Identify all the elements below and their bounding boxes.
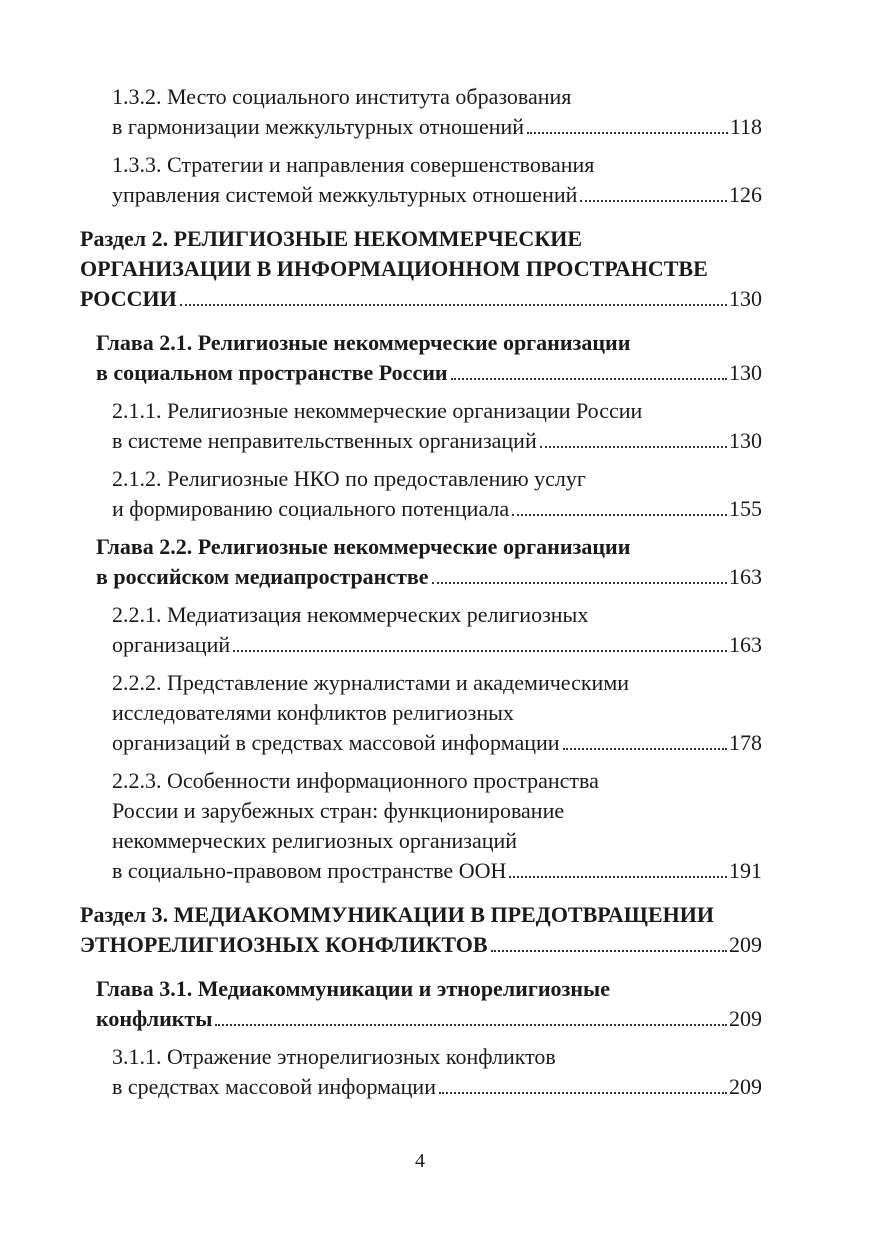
- toc-page-number: 130: [729, 360, 762, 385]
- dot-leader: [432, 582, 727, 584]
- toc-entry-line: 3.1.1. Отражение этнорелигиозных конфликтов: [112, 1044, 556, 1069]
- toc-page-number: 130: [729, 286, 762, 311]
- toc-entry-line: 1.3.2. Место социального института образования: [112, 84, 572, 109]
- toc-section-3: [80, 900, 762, 960]
- toc-page-number: 209: [729, 932, 762, 957]
- page-number: 4: [415, 1150, 425, 1172]
- toc-entry-line: 1.3.3. Стратегии и направления совершенствования: [112, 152, 595, 177]
- dot-leader: [540, 446, 727, 448]
- toc-entry-line: Раздел 3. МЕДИАКОММУНИКАЦИИ В ПРЕДОТВРАЩЕНИИ: [80, 902, 714, 927]
- toc-entry-line: в средствах массовой информации: [112, 1074, 436, 1099]
- toc-page-number: 191: [729, 858, 762, 883]
- toc-entry-line: 2.1.1. Религиозные некоммерческие организации России: [112, 398, 643, 423]
- toc-entry-line: Глава 2.1. Религиозные некоммерческие организации: [96, 330, 631, 355]
- toc-chapter-2-1: [80, 328, 762, 388]
- dot-leader: [580, 200, 727, 202]
- toc-entry-1-3-2: [80, 82, 762, 142]
- toc-entry-line: некоммерческих религиозных организаций: [112, 828, 518, 853]
- toc-entry-line: исследователями конфликтов религиозных: [112, 700, 514, 725]
- dot-leader: [215, 1024, 727, 1026]
- dot-leader: [439, 1092, 727, 1094]
- toc-entry-2-1-2: [80, 464, 762, 524]
- toc-entry-2-2-2: [80, 668, 762, 758]
- toc-entry-line: РОССИИ: [80, 286, 177, 311]
- toc-page-number: 163: [729, 564, 762, 589]
- toc-page-number: 163: [729, 632, 762, 657]
- toc-entry-line: в российском медиапространстве: [96, 564, 429, 589]
- toc-entry-line: в системе неправительственных организаций: [112, 428, 537, 453]
- toc-entry-2-1-1: [80, 396, 762, 456]
- toc-entry-3-1-1: [80, 1042, 762, 1102]
- dot-leader: [563, 748, 727, 750]
- toc-entry-line: 2.1.2. Религиозные НКО по предоставлению услуг: [112, 466, 586, 491]
- toc-page-number: 178: [729, 730, 762, 755]
- toc-entry-line: в гармонизации межкультурных отношений: [112, 114, 525, 139]
- toc-entry-line: и формированию социального потенциала: [112, 496, 510, 521]
- dot-leader: [233, 650, 727, 652]
- toc-entry-line: Раздел 2. РЕЛИГИОЗНЫЕ НЕКОММЕРЧЕСКИЕ: [80, 226, 583, 251]
- toc-entry-2-2-1: [80, 600, 762, 660]
- dot-leader: [527, 132, 728, 134]
- dot-leader: [451, 378, 727, 380]
- toc-entry-line: в социально-правовом пространстве ООН: [112, 858, 507, 883]
- toc-page-number: 118: [729, 114, 762, 139]
- toc-page-number: 126: [729, 182, 762, 207]
- toc-entry-line: управления системой межкультурных отношений: [112, 182, 578, 207]
- toc-entry-line: 2.2.2. Представление журналистами и академическими: [112, 670, 630, 695]
- table-of-contents: [80, 82, 762, 1110]
- toc-entry-line: Глава 2.2. Религиозные некоммерческие организации: [96, 534, 631, 559]
- toc-entry-line: Глава 3.1. Медиакоммуникации и этнорелигиозные: [96, 976, 610, 1001]
- dot-leader: [180, 304, 727, 306]
- toc-section-2: [80, 224, 762, 314]
- toc-page-number: 209: [729, 1074, 762, 1099]
- toc-entry-line: в социальном пространстве России: [96, 360, 448, 385]
- toc-entry-line: организаций в средствах массовой информации: [112, 730, 560, 755]
- toc-entry-line: конфликты: [96, 1006, 213, 1031]
- dot-leader: [509, 876, 727, 878]
- toc-entry-line: России и зарубежных стран: функционирование: [112, 798, 565, 823]
- toc-page-number: 209: [729, 1006, 762, 1031]
- toc-entry-line: 2.2.3. Особенности информационного пространства: [112, 768, 599, 793]
- toc-page-number: 155: [729, 496, 762, 521]
- toc-entry-line: 2.2.1. Медиатизация некоммерческих религиозных: [112, 602, 589, 627]
- dot-leader: [491, 950, 727, 952]
- dot-leader: [512, 514, 727, 516]
- toc-chapter-2-2: [80, 532, 762, 592]
- toc-page-number: 130: [729, 428, 762, 453]
- toc-entry-line: ЭТНОРЕЛИГИОЗНЫХ КОНФЛИКТОВ: [80, 932, 488, 957]
- toc-entry-1-3-3: [80, 150, 762, 210]
- toc-chapter-3-1: [80, 974, 762, 1034]
- toc-entry-line: организаций: [112, 632, 231, 657]
- toc-entry-line: ОРГАНИЗАЦИИ В ИНФОРМАЦИОННОМ ПРОСТРАНСТВЕ: [80, 256, 708, 281]
- toc-entry-2-2-3: [80, 766, 762, 886]
